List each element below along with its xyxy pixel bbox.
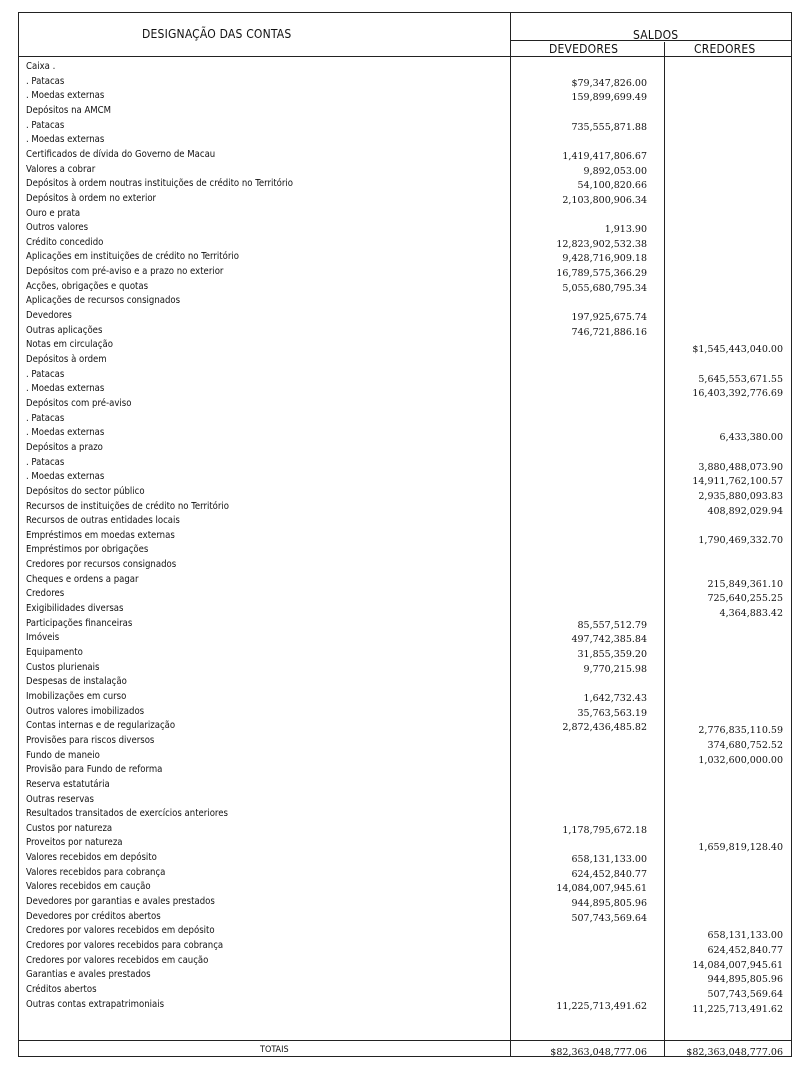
credit-value: 11,225,713,491.62 bbox=[692, 1003, 783, 1015]
account-name: Depósitos à ordem bbox=[26, 354, 107, 365]
account-name: Devedores bbox=[26, 310, 72, 322]
debit-value: 1,419,417,806.67 bbox=[562, 150, 647, 162]
table-row bbox=[18, 821, 792, 836]
table-row bbox=[18, 733, 792, 751]
account-name: Crédito concedido bbox=[26, 236, 104, 248]
account-name: Certificados de dívida do Governo de Macau bbox=[26, 148, 216, 160]
table-row bbox=[18, 762, 792, 777]
totals-top-rule bbox=[18, 1040, 792, 1041]
account-name: Imóveis bbox=[26, 632, 60, 644]
table-row bbox=[18, 455, 792, 473]
debit-value: 9,770,215.98 bbox=[583, 663, 647, 675]
debit-value: 159,899,699.49 bbox=[571, 92, 647, 104]
table-row bbox=[18, 513, 792, 528]
totals-credit: $82,363,048,777.06 bbox=[686, 1047, 783, 1058]
credit-value: 507,743,569.64 bbox=[707, 988, 783, 1000]
account-name: Devedores por créditos abertos bbox=[26, 910, 161, 922]
credit-value: 6,433,380.00 bbox=[719, 432, 783, 444]
debit-value: 16,789,575,366.29 bbox=[556, 268, 647, 280]
account-name: Outros valores bbox=[26, 222, 89, 234]
credit-value: 1,032,600,000.00 bbox=[698, 754, 783, 766]
table-row bbox=[18, 352, 792, 367]
table-row bbox=[18, 103, 792, 118]
table-row bbox=[18, 59, 792, 74]
account-name: Créditos abertos bbox=[26, 983, 97, 995]
credit-value: 2,935,880,093.83 bbox=[698, 490, 783, 502]
account-name: . Patacas bbox=[26, 75, 65, 87]
credit-value: 1,790,469,332.70 bbox=[698, 534, 783, 546]
account-name: Provisão para Fundo de reforma bbox=[26, 764, 163, 776]
table-row bbox=[18, 909, 792, 924]
debit-value: 85,557,512.79 bbox=[577, 619, 647, 631]
table-row bbox=[18, 308, 792, 323]
account-name: Valores a cobrar bbox=[26, 163, 96, 175]
table-row bbox=[18, 176, 792, 191]
credit-value: 658,131,133.00 bbox=[707, 930, 783, 942]
table-row bbox=[18, 293, 792, 308]
account-name: Recursos de instituições de crédito no Território bbox=[26, 500, 230, 512]
debit-value: 624,452,840.77 bbox=[571, 868, 647, 880]
debit-value: 507,743,569.64 bbox=[571, 912, 647, 924]
table-row bbox=[18, 777, 792, 792]
account-name: Depósitos na AMCM bbox=[26, 104, 112, 116]
credit-value: 14,911,762,100.57 bbox=[692, 476, 783, 488]
debit-value: 9,892,053.00 bbox=[583, 165, 647, 177]
table-row bbox=[18, 323, 792, 338]
table-row bbox=[18, 572, 792, 590]
totals-label: TOTAIS bbox=[260, 1045, 289, 1055]
table-row bbox=[18, 923, 792, 942]
debit-value: 658,131,133.00 bbox=[571, 854, 647, 866]
table-row bbox=[18, 162, 792, 177]
credit-value: 408,892,029.94 bbox=[707, 505, 783, 517]
account-name: Resultados transitados de exercícios anteriores bbox=[26, 808, 228, 820]
account-name: Despesas de instalação bbox=[26, 676, 127, 688]
account-name: Custos por natureza bbox=[26, 822, 113, 834]
account-name: Valores recebidos para cobrança bbox=[26, 866, 166, 878]
account-name: Acções, obrigações e quotas bbox=[26, 280, 149, 292]
account-name: Caixa . bbox=[26, 61, 56, 72]
debit-value: 197,925,675.74 bbox=[571, 312, 647, 324]
account-name: Credores bbox=[26, 588, 65, 600]
debit-value: 31,855,359.20 bbox=[577, 649, 647, 660]
frame-top-rule bbox=[18, 12, 792, 13]
table-row bbox=[18, 894, 792, 909]
account-name: Recursos de outras entidades locais bbox=[26, 515, 180, 527]
frame-bottom-rule bbox=[18, 1056, 792, 1057]
debit-value: 11,225,713,491.62 bbox=[556, 1000, 647, 1012]
account-name: Fundo de maneio bbox=[26, 749, 100, 761]
debit-value: 1,642,732.43 bbox=[583, 692, 647, 704]
table-row bbox=[18, 367, 792, 385]
credit-value: 725,640,255.25 bbox=[707, 593, 783, 605]
debit-value: 14,084,007,945.61 bbox=[556, 883, 647, 895]
debit-value: 1,913.90 bbox=[604, 224, 647, 236]
table-row bbox=[18, 542, 792, 557]
credit-value: 1,659,819,128.40 bbox=[698, 842, 783, 854]
credit-value: 3,880,488,073.90 bbox=[698, 461, 783, 473]
table-row bbox=[18, 748, 792, 766]
account-name: Outros valores imobilizados bbox=[26, 705, 145, 717]
table-row bbox=[18, 469, 792, 488]
table-row bbox=[18, 982, 792, 1000]
table-row bbox=[18, 967, 792, 986]
debit-value: 12,823,902,532.38 bbox=[556, 238, 647, 250]
debit-value: 1,178,795,672.18 bbox=[562, 824, 647, 836]
account-name: . Patacas bbox=[26, 119, 65, 131]
table-row bbox=[18, 528, 792, 546]
table-row bbox=[18, 191, 792, 206]
account-name: Depósitos a prazo bbox=[26, 441, 103, 453]
account-name: Proveitos por natureza bbox=[26, 837, 123, 849]
debit-value: 2,103,800,906.34 bbox=[562, 194, 647, 206]
account-name: . Patacas bbox=[26, 456, 65, 468]
table-row bbox=[18, 953, 792, 971]
account-name: . Moedas externas bbox=[26, 383, 105, 395]
account-name: Garantias e avales prestados bbox=[26, 969, 151, 981]
debit-value: 9,428,716,909.18 bbox=[562, 253, 647, 265]
account-name: Credores por recursos consignados bbox=[26, 559, 177, 571]
header-credores: CREDORES bbox=[694, 42, 756, 56]
account-name: Notas em circulação bbox=[26, 339, 113, 351]
account-name: Participações financeiras bbox=[26, 617, 133, 629]
credit-value: $1,545,443,040.00 bbox=[692, 344, 783, 356]
header-saldos: SALDOS bbox=[633, 28, 679, 42]
table-row bbox=[18, 249, 792, 264]
account-name: Empréstimos em moedas externas bbox=[26, 529, 175, 541]
table-row bbox=[18, 381, 792, 400]
table-row bbox=[18, 440, 792, 455]
credit-value: 944,895,805.96 bbox=[707, 974, 783, 986]
account-name: Ouro e prata bbox=[26, 207, 81, 219]
debit-value: 35,763,563.19 bbox=[577, 707, 647, 719]
table-row bbox=[18, 484, 792, 502]
account-name: Credores por valores recebidos para cobrança bbox=[26, 940, 224, 951]
table-row bbox=[18, 279, 792, 294]
table-row bbox=[18, 689, 792, 704]
credit-value: 624,452,840.77 bbox=[707, 945, 783, 956]
header-devedores: DEVEDORES bbox=[549, 42, 619, 56]
table-row bbox=[18, 938, 792, 956]
account-name: . Patacas bbox=[26, 412, 65, 424]
account-name: Aplicações em instituições de crédito no Território bbox=[26, 251, 239, 263]
debit-value: 746,721,886.16 bbox=[571, 326, 647, 338]
credit-value: 4,364,883.42 bbox=[719, 608, 783, 620]
account-name: Valores recebidos em caução bbox=[26, 881, 151, 893]
table-row bbox=[18, 806, 792, 821]
account-name: . Moedas externas bbox=[26, 471, 105, 483]
account-name: Empréstimos por obrigações bbox=[26, 544, 149, 556]
account-name: Equipamento bbox=[26, 647, 83, 658]
table-row bbox=[18, 704, 792, 719]
debit-value: 2,872,436,485.82 bbox=[562, 722, 647, 734]
table-row bbox=[18, 645, 792, 660]
table-row bbox=[18, 616, 792, 631]
account-name: Outras reservas bbox=[26, 793, 94, 805]
table-row bbox=[18, 850, 792, 865]
account-name: Depósitos com pré-aviso bbox=[26, 397, 132, 409]
account-name: Credores por valores recebidos em depósito bbox=[26, 925, 215, 937]
table-row bbox=[18, 557, 792, 572]
account-name: Devedores por garantias e avales prestados bbox=[26, 896, 215, 908]
account-name: Valores recebidos em depósito bbox=[26, 852, 157, 864]
table-row bbox=[18, 74, 792, 89]
debit-value: 5,055,680,795.34 bbox=[562, 282, 647, 294]
table-row bbox=[18, 147, 792, 162]
table-row bbox=[18, 88, 792, 103]
table-row bbox=[18, 674, 792, 689]
account-name: Depósitos à ordem noutras instituições de crédito no Território bbox=[26, 178, 294, 190]
account-name: . Moedas externas bbox=[26, 90, 105, 102]
header-designacao: DESIGNAÇÃO DAS CONTAS bbox=[142, 27, 292, 41]
account-name: . Patacas bbox=[26, 368, 65, 380]
account-name: Provisões para riscos diversos bbox=[26, 734, 155, 746]
table-row bbox=[18, 337, 792, 356]
account-name: Depósitos à ordem no exterior bbox=[26, 192, 157, 204]
table-row bbox=[18, 792, 792, 807]
table-row bbox=[18, 132, 792, 147]
table-row bbox=[18, 396, 792, 411]
debit-value: $79,347,826.00 bbox=[571, 77, 647, 89]
credit-value: 16,403,392,776.69 bbox=[692, 388, 783, 400]
credit-value: 2,776,835,110.59 bbox=[698, 725, 783, 737]
account-name: Custos plurienais bbox=[26, 661, 100, 673]
credit-value: 215,849,361.10 bbox=[707, 578, 783, 590]
totals-debit: $82,363,048,777.06 bbox=[550, 1047, 647, 1058]
table-row bbox=[18, 425, 792, 444]
table-row bbox=[18, 879, 792, 894]
table-row bbox=[18, 997, 792, 1015]
table-row bbox=[18, 660, 792, 675]
table-row bbox=[18, 835, 792, 854]
account-name: . Moedas externas bbox=[26, 427, 105, 439]
debit-value: 497,742,385.84 bbox=[571, 634, 647, 646]
table-row bbox=[18, 220, 792, 235]
table-row bbox=[18, 118, 792, 133]
table-row bbox=[18, 865, 792, 880]
table-row bbox=[18, 206, 792, 221]
account-name: Depósitos do sector público bbox=[26, 485, 145, 497]
table-row bbox=[18, 235, 792, 250]
account-name: Contas internas e de regularização bbox=[26, 720, 176, 732]
table-row bbox=[18, 499, 792, 517]
debit-value: 54,100,820.66 bbox=[577, 180, 647, 192]
account-name: Outras aplicações bbox=[26, 324, 103, 336]
account-name: Outras contas extrapatrimoniais bbox=[26, 998, 165, 1010]
account-name: Aplicações de recursos consignados bbox=[26, 295, 181, 307]
account-name: Credores por valores recebidos em caução bbox=[26, 954, 209, 966]
balance-sheet bbox=[18, 12, 792, 1064]
account-name: Exigibilidades diversas bbox=[26, 603, 124, 615]
table-row bbox=[18, 718, 792, 737]
table-row bbox=[18, 586, 792, 605]
table-row bbox=[18, 630, 792, 645]
account-name: Reserva estatutária bbox=[26, 778, 110, 790]
credit-value: 14,084,007,945.61 bbox=[692, 959, 783, 971]
debit-value: 944,895,805.96 bbox=[571, 898, 647, 910]
credit-value: 5,645,553,671.55 bbox=[698, 373, 783, 385]
table-row bbox=[18, 411, 792, 426]
header-bottom-rule bbox=[18, 56, 792, 57]
credit-value: 374,680,752.52 bbox=[707, 739, 783, 751]
account-name: Depósitos com pré-aviso e a prazo no exterior bbox=[26, 266, 224, 278]
table-row bbox=[18, 601, 792, 620]
table-row bbox=[18, 264, 792, 279]
account-name: . Moedas externas bbox=[26, 134, 105, 146]
debit-value: 735,555,871.88 bbox=[571, 121, 647, 133]
account-name: Cheques e ordens a pagar bbox=[26, 573, 139, 585]
account-name: Imobilizações em curso bbox=[26, 690, 127, 702]
